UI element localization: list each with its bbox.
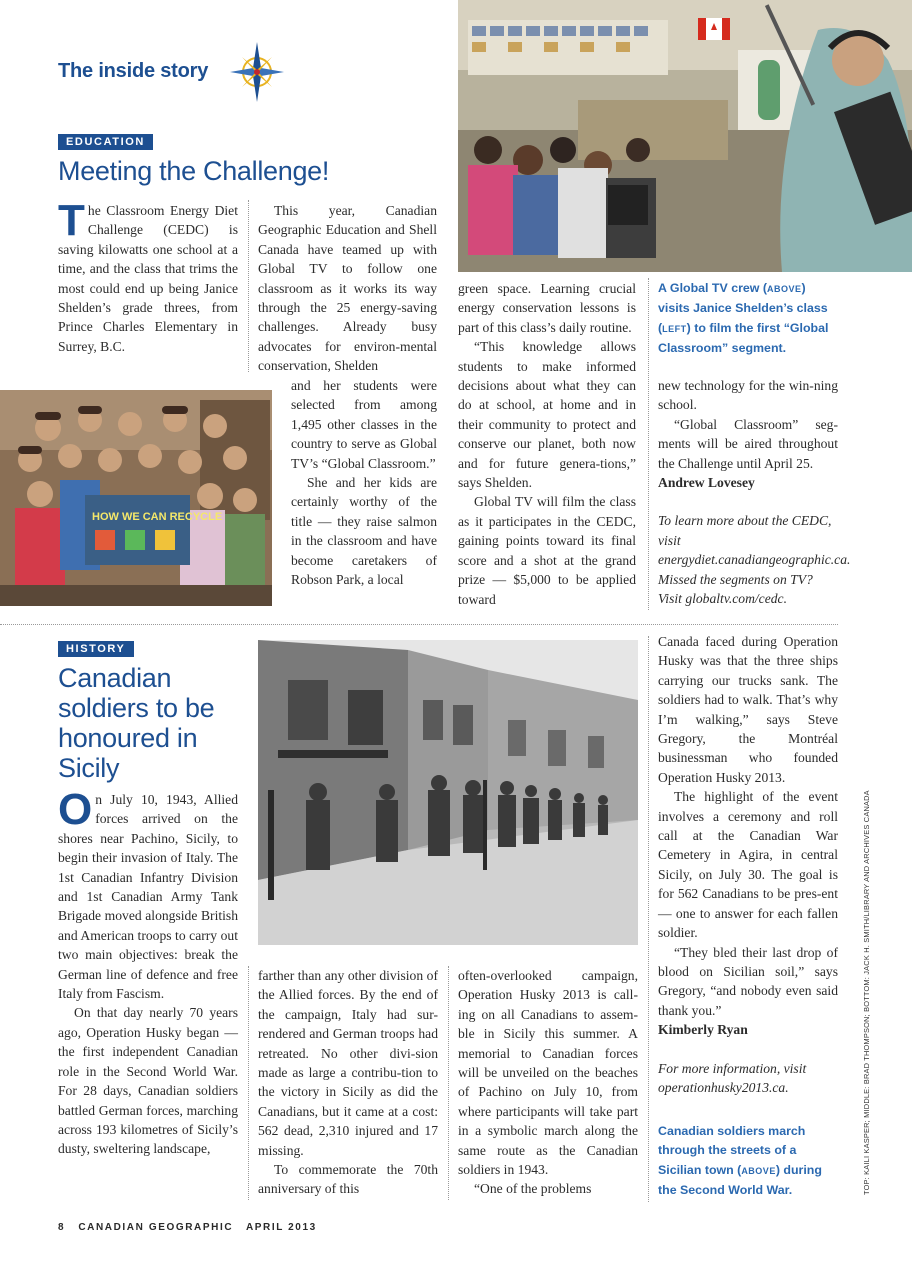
education-divider-2 (648, 278, 649, 610)
education-byline: Andrew Lovesey (658, 475, 755, 491)
education-column-4 (658, 376, 851, 608)
caption-text: visits Janice Shelden’s class (658, 301, 828, 316)
magazine-name: CANADIAN GEOGRAPHIC (78, 1222, 234, 1233)
history-divider-1 (248, 966, 249, 1200)
history-col1-text: n July 10, 1943, Allied forces arrived on the shores near Pachino, Sicily, to begin their invasion of Italy. The 1st Canadian Infantry Division and 1st Canadian Army Tank Brigade moved alongside British and American troops to carry out two main objectives: break the German line of defence and free Italy from Fascism. (58, 792, 238, 1002)
history-col4-text-1: Canada faced during Operation Husky was that the three ships carrying our trucks sank. The soldiers had to walk. That’s why I’m walking,” says Steve Gregory, the Montréal businessman who founded Operation Husky 2013. (658, 634, 838, 785)
photo-credits: TOP: KAILI KASPER; MIDDLE: BRAD THOMPSON; BOTTOM: JACK H. SMITH/LIBRARY AND ARCHIVES CANADA (862, 790, 871, 1195)
photo-soldiers-sicily (258, 640, 638, 945)
education-col2b-text-1: and her students were selected from among 1,495 other classes in the country to serve as Global TV’s “Global Classroom.” (291, 378, 437, 471)
history-col2-text-1: farther than any other division of the Allied forces. By the end of the campaign, Italy had sur-rendered and German troops had retreated. No other divi-sion made as large a contribu-tion to the victory in Sicily as did the Canadians, but it came at a cost: 562 dead, 2,310 injured and 17 missing. (258, 968, 438, 1158)
education-column-3 (458, 279, 636, 609)
history-tag: HISTORY (58, 641, 134, 657)
education-col4-text-1: new technology for the win-ning school. (658, 378, 838, 413)
history-column-4 (658, 632, 838, 1097)
education-col2-text: This year, Canadian Geographic Education and Shell Canada have teamed up with Global TV to follow one classroom as it works its way through the 25 energy-saving challenges. Already busy advocates for environ-mental conservation, Shelden (258, 203, 437, 374)
education-column-2b (291, 376, 437, 589)
issue-date: APRIL 2013 (245, 1222, 317, 1233)
education-photo-caption: A Global TV crew (ABOVE) visits Janice Shelden’s class (LEFT) to film the first “Global Classroom” segment. (658, 281, 829, 356)
history-col4-text-2: The highlight of the event involves a ceremony and roll call at the Canadian War Cemetery in Agira, in central Sicily, on July 30. The goal is for 562 Canadians to be pres-ent — one to answer for each fallen soldier. (658, 789, 838, 941)
education-col4-text-2: “Global Classroom” seg-ments will be aired throughout the Challenge until April 25. (658, 416, 838, 471)
history-col3-text-1: often-overlooked campaign, Operation Husky 2013 is call-ing on all Canadians to assem-ble in Sicily this summer. A memorial to Canadian forces will be unveiled on the beaches of Pachino on July 10, from where participants will take part in a symbolic march along the same route as the Canadian soldiers in 1943. (458, 968, 638, 1178)
education-more-info: To learn more about the CEDC, visit energydiet.canadiangeographic.ca. Missed the segments on TV? Visit globaltv.com/cedc. (658, 513, 851, 607)
caption-text: A Global TV crew (658, 281, 760, 295)
photo-grade-three-class (0, 390, 272, 606)
caption-left-label: LEFT (662, 323, 687, 334)
compass-rose-icon (230, 40, 284, 104)
education-col1-text: he Classroom Energy Diet Challenge (CEDC) is saving kilowatts one school at a time, and the class that trims the most could end up being Janice Shelden’s grade threes, from Prince Charles Elementary in Surrey, B.C. (58, 203, 238, 354)
caption-text: Canadian soldiers march through the streets of a Sicilian town (658, 1124, 806, 1177)
history-column-3 (458, 966, 638, 1199)
history-divider-3 (648, 636, 649, 1202)
education-column-2 (258, 201, 437, 376)
history-col1-text-2: On that day nearly 70 years ago, Operation Husky began — the first independent Canadian role in the Second World War. For 28 days, Canadian soldiers battled German forces, marching across 193 kilometres of Sicily’s dusty, sweltering landscape, (58, 1005, 238, 1157)
history-more-info: For more information, visit operationhusky2013.ca. (658, 1060, 807, 1095)
photo-tv-crew-classroom (458, 0, 912, 272)
history-photo-caption: Canadian soldiers march through the streets of a Sicilian town (ABOVE) during the Second World War. (658, 1124, 822, 1198)
page-footer (58, 1222, 317, 1233)
history-column-1 (58, 785, 238, 1159)
education-column-1 (58, 196, 238, 356)
education-col2b-text-2: She and her kids are certainly worthy of the title — they raise salmon in the classroom and have become caretakers of Robson Park, a local (291, 475, 437, 588)
education-col3-text-2: “This knowledge allows students to make informed decisions about what they can do at school, at home and in their community to protect and conserve our planet, both now and for future genera-tions,” says Shelden. (458, 339, 636, 491)
history-col3-text-2: “One of the problems (474, 1181, 592, 1197)
education-tag: EDUCATION (58, 134, 153, 150)
history-byline: Kimberly Ryan (658, 1022, 748, 1038)
history-divider-2 (448, 966, 449, 1200)
page-number: 8 (58, 1222, 66, 1233)
education-dropcap: T (58, 196, 85, 245)
education-divider-1 (248, 200, 249, 372)
caption-above-label: ABOVE (741, 1165, 776, 1176)
caption-above-label: ABOVE (767, 284, 802, 294)
education-headline: Meeting the Challenge! (58, 156, 330, 186)
section-title: The inside story (58, 60, 209, 82)
education-col3-text-1: green space. Learning crucial energy conservation lessons is part of this class’s daily routine. (458, 281, 636, 335)
history-col4-text-3: “They bled their last drop of blood on Sicilian soil,” says Gregory, “and nobody even said thank you.” (658, 944, 838, 1018)
section-divider (0, 624, 838, 625)
history-headline: Canadian soldiers to be honoured in Sicily (58, 663, 215, 783)
caption-text: during the Second World War. (658, 1162, 822, 1198)
history-column-2 (258, 966, 438, 1199)
photo-poster-text: HOW WE CAN RECYCLE (92, 511, 223, 523)
history-col2-text-2: To commemorate the 70th anniversary of this (258, 1162, 438, 1197)
education-col3-text-3: Global TV will film the class as it participates in the CEDC, gaining points toward its final score and a shot at the grand prize — $5,000 to be applied toward (458, 494, 636, 607)
caption-text: to film the first “Global Classroom” segment. (658, 320, 829, 356)
history-dropcap: O (58, 785, 93, 834)
